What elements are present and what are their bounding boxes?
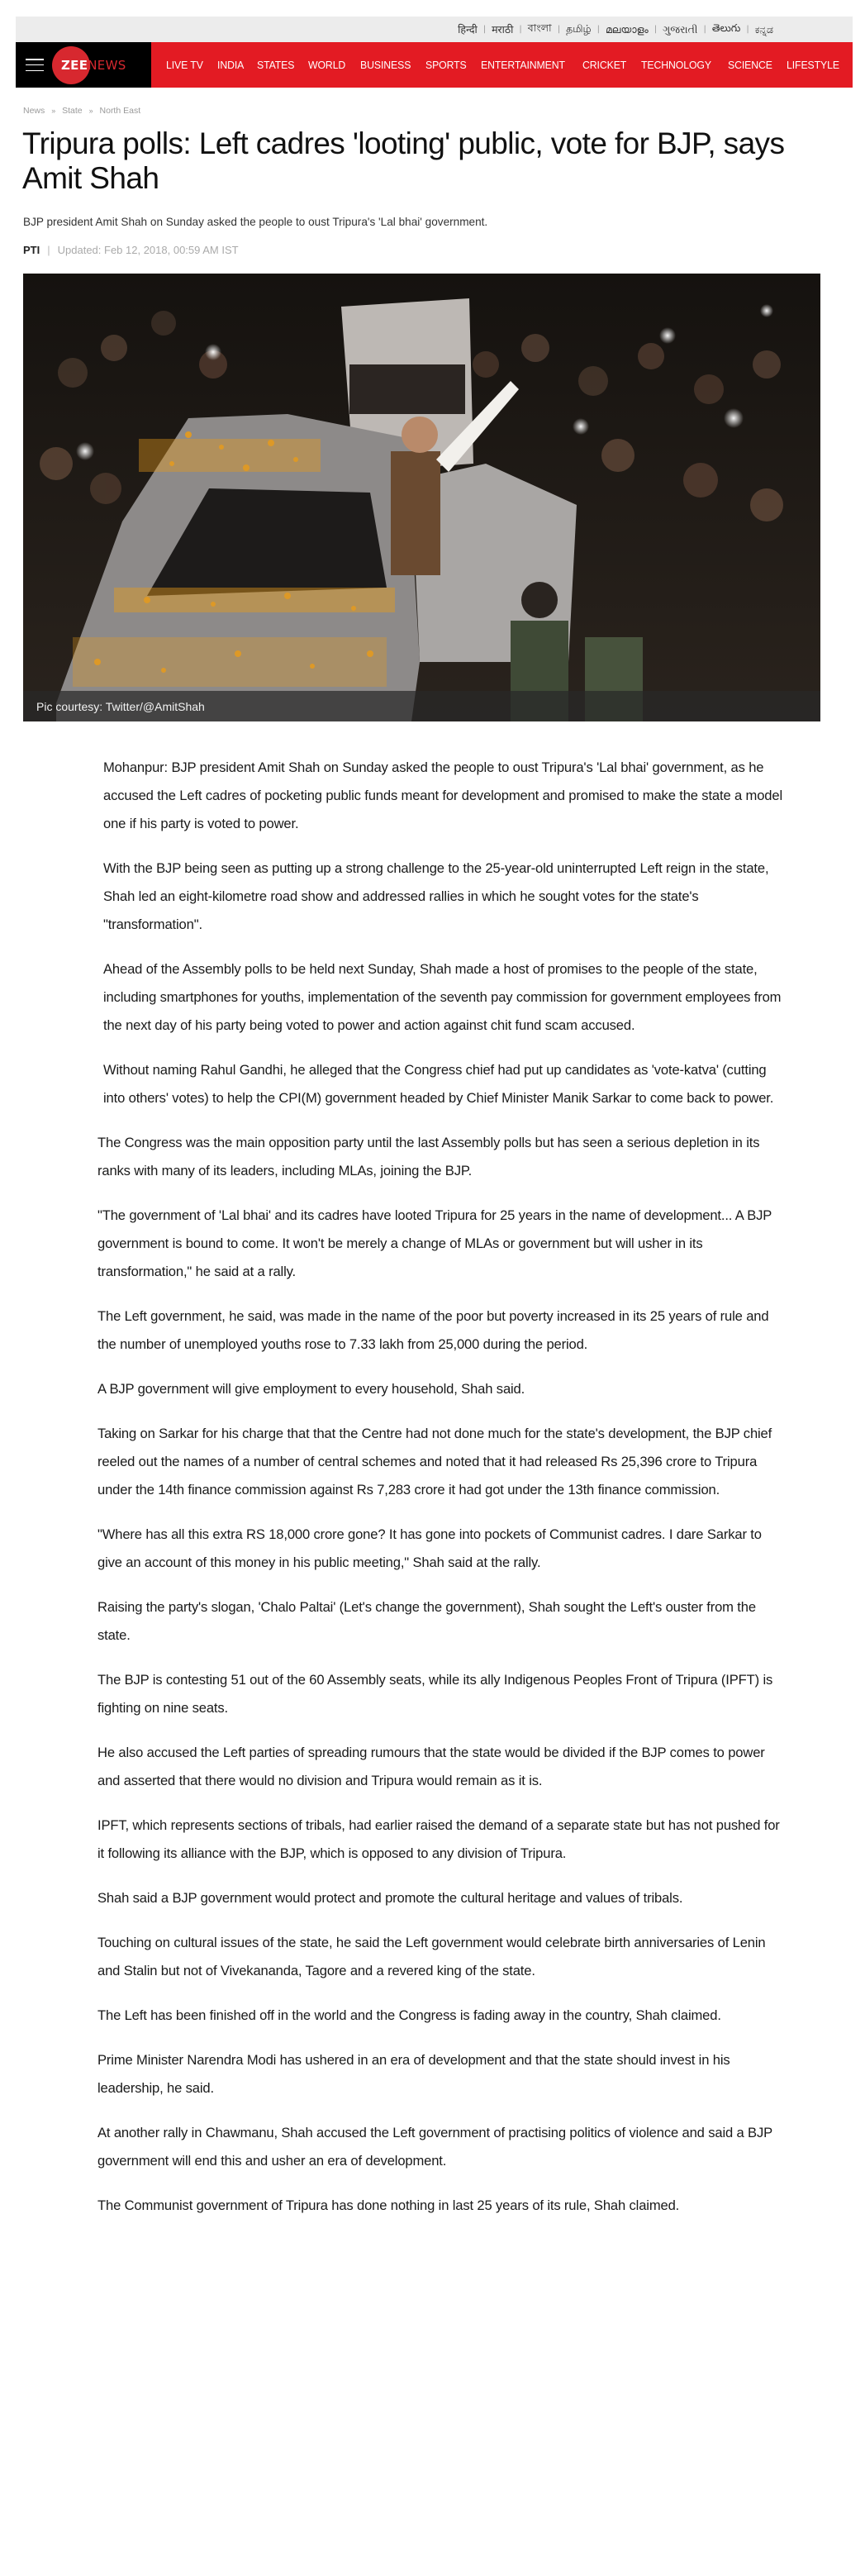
hero-photo <box>23 274 820 721</box>
article-paragraph: A BJP government will give employment to every household, Shah said. <box>97 1381 525 1397</box>
nav-link-states[interactable]: STATES <box>257 59 295 71</box>
nav-link-cricket[interactable]: CRICKET <box>582 59 627 71</box>
language-separator: | <box>654 25 658 34</box>
language-link-hindi[interactable]: हिन्दी <box>458 23 478 36</box>
article-paragraph: The Congress was the main opposition party until the last Assembly polls but has seen a serious depletion in its ranks with many of its leaders, including MLAs, joining the BJP. <box>97 1135 760 1178</box>
article-paragraph: Raising the party's slogan, 'Chalo Paltai' (Let's change the government), Shah sought the Left's ouster from the state. <box>97 1599 756 1643</box>
article-paragraph: Shah said a BJP government would protect and promote the cultural heritage and values of tribals. <box>97 1890 683 1906</box>
breadcrumb-separator: » <box>51 107 56 115</box>
language-separator: | <box>703 25 706 34</box>
top-whitespace <box>0 0 865 17</box>
logo-text <box>52 58 126 73</box>
language-separator: | <box>557 25 561 34</box>
article-paragraph: With the BJP being seen as putting up a strong challenge to the 25-year-old uninterrupted Left reign in the state, Shah led an eight-kilometre road show and addressed rallies in which he sought votes for the state's "transformation". <box>103 860 769 932</box>
breadcrumb <box>23 106 140 116</box>
article-updated-time: Updated: Feb 12, 2018, 00:59 AM IST <box>57 244 239 256</box>
language-link-gujarati[interactable]: ગુજરાતી <box>663 22 698 36</box>
language-separator: | <box>519 25 522 34</box>
article-paragraph: At another rally in Chawmanu, Shah accused the Left government of practising politics of violence and said a BJP government will end this and usher an era of development. <box>97 2125 772 2169</box>
nav-link-india[interactable]: INDIA <box>216 59 245 71</box>
hamburger-menu-icon[interactable] <box>26 59 44 71</box>
logo-zee: ZEE <box>61 57 88 73</box>
nav-link-entertainment[interactable]: ENTERTAINMENT <box>481 59 565 71</box>
article-paragraph: "The government of 'Lal bhai' and its cadres have looted Tripura for 25 years in the name of development... A BJP government is bound to come. It won't be merely a change of MLAs or government but will usher in its transformation," he said at a rally. <box>97 1207 772 1279</box>
article-paragraph: The BJP is contesting 51 out of the 60 Assembly seats, while its ally Indigenous Peoples Front of Tripura (IPFT) is fighting on nine seats. <box>97 1672 773 1716</box>
language-separator: | <box>482 25 487 34</box>
language-link-malayalam[interactable]: മലയാളം <box>605 22 649 36</box>
language-link-tamil[interactable]: தமிழ் <box>566 22 592 35</box>
article-paragraph: Ahead of the Assembly polls to be held next Sunday, Shah made a host of promises to the people of the state, including smartphones for youths, implementation of the seventh pay commission for government employees from the next day of his party being voted to power and action against chit fund scam accused. <box>103 961 782 1033</box>
article-author[interactable]: PTI <box>23 244 40 256</box>
article-paragraph: Touching on cultural issues of the state, he said the Left government would celebrate birth anniversaries of Lenin and Stalin but not of Vivekananda, Tagore and a revered king of the state. <box>97 1935 766 1978</box>
zee-news-logo[interactable] <box>52 46 151 84</box>
image-caption: Pic courtesy: Twitter/@AmitShah <box>23 691 820 721</box>
article-body <box>97 754 787 2236</box>
nav-link-live-tv[interactable]: LIVE TV <box>166 59 203 71</box>
article-paragraph: Prime Minister Narendra Modi has ushered in an era of development and that the state should invest in his leadership, he said. <box>97 2052 730 2096</box>
language-bar <box>16 17 853 42</box>
article-paragraph: The Left government, he said, was made in the name of the poor but poverty increased in its 25 years of rule and the number of unemployed youths rose to 7.33 lakh from 25,000 during the period. <box>97 1308 769 1352</box>
person-vest <box>391 451 440 575</box>
language-link-marathi[interactable]: मराठी <box>492 23 514 36</box>
main-navbar <box>16 42 853 88</box>
article-paragraph: Taking on Sarkar for his charge that that the Centre had not done much for the state's development, the BJP chief reeled out the names of a number of central schemes and noted that it had released Rs 25,396 crore to Tripura under the 14th finance commission against Rs 7,283 crore it had got under the 13th finance commission. <box>97 1426 772 1498</box>
article-hero-image <box>23 274 820 721</box>
person-head <box>402 417 438 453</box>
breadcrumb-north-east[interactable]: North East <box>99 106 141 116</box>
breadcrumb-news[interactable]: News <box>23 106 45 116</box>
meta-separator: | <box>47 244 50 256</box>
article-paragraph: IPFT, which represents sections of tribals, had earlier raised the demand of a separate state but has not pushed for it following its alliance with the BJP, which is opposed to any division of Tripura. <box>97 1817 780 1861</box>
article-subtitle: BJP president Amit Shah on Sunday asked the people to oust Tripura's 'Lal bhai' government. <box>23 216 488 228</box>
language-link-bangla[interactable]: বাংলা <box>527 21 552 34</box>
nav-link-technology[interactable]: TECHNOLOGY <box>641 59 711 71</box>
breadcrumb-state[interactable]: State <box>62 106 83 116</box>
language-separator: | <box>596 25 600 34</box>
nav-link-lifestyle[interactable]: LIFESTYLE <box>787 59 840 71</box>
language-link-kannada[interactable]: ಕನ್ನಡ <box>754 22 773 36</box>
article-paragraph: The Left has been finished off in the world and the Congress is fading away in the country, Shah claimed. <box>97 2007 721 2023</box>
nav-links <box>151 42 855 88</box>
nav-link-business[interactable]: BUSINESS <box>359 59 411 71</box>
nav-link-sports[interactable]: SPORTS <box>425 59 467 71</box>
nav-link-science[interactable]: SCIENCE <box>727 59 772 71</box>
nav-link-world[interactable]: WORLD <box>308 59 346 71</box>
language-separator: | <box>746 25 749 34</box>
article-headline: Tripura polls: Left cadres 'looting' public, vote for BJP, says Amit Shah <box>22 126 785 195</box>
article-paragraph: The Communist government of Tripura has done nothing in last 25 years of its rule, Shah claimed. <box>97 2197 680 2213</box>
article-paragraph: Without naming Rahul Gandhi, he alleged that the Congress chief had put up candidates as 'vote-katva' (cutting into others' votes) to help the CPI(M) government headed by Chief Minister Manik Sarkar to come back to power. <box>103 1062 774 1106</box>
article-meta <box>23 244 239 256</box>
breadcrumb-separator: » <box>88 107 93 115</box>
article-paragraph: "Where has all this extra RS 18,000 crore gone? It has gone into pockets of Communist cadres. I dare Sarkar to give an account of this money in his public meeting," Shah said at the rally. <box>97 1526 762 1570</box>
article-paragraph: He also accused the Left parties of spreading rumours that the state would be divided if the BJP comes to power and asserted that there would no division and Tripura would remain as it is. <box>97 1745 765 1788</box>
logo-news: NEWS <box>88 57 126 73</box>
language-link-telugu[interactable]: తెలుగు <box>711 21 741 34</box>
article-paragraph: Mohanpur: BJP president Amit Shah on Sunday asked the people to oust Tripura's 'Lal bhai' government, as he accused the Left cadres of pocketing public funds meant for development and promised to make the state a model one if his party is voted to power. <box>103 759 782 831</box>
nav-brand <box>16 42 151 88</box>
